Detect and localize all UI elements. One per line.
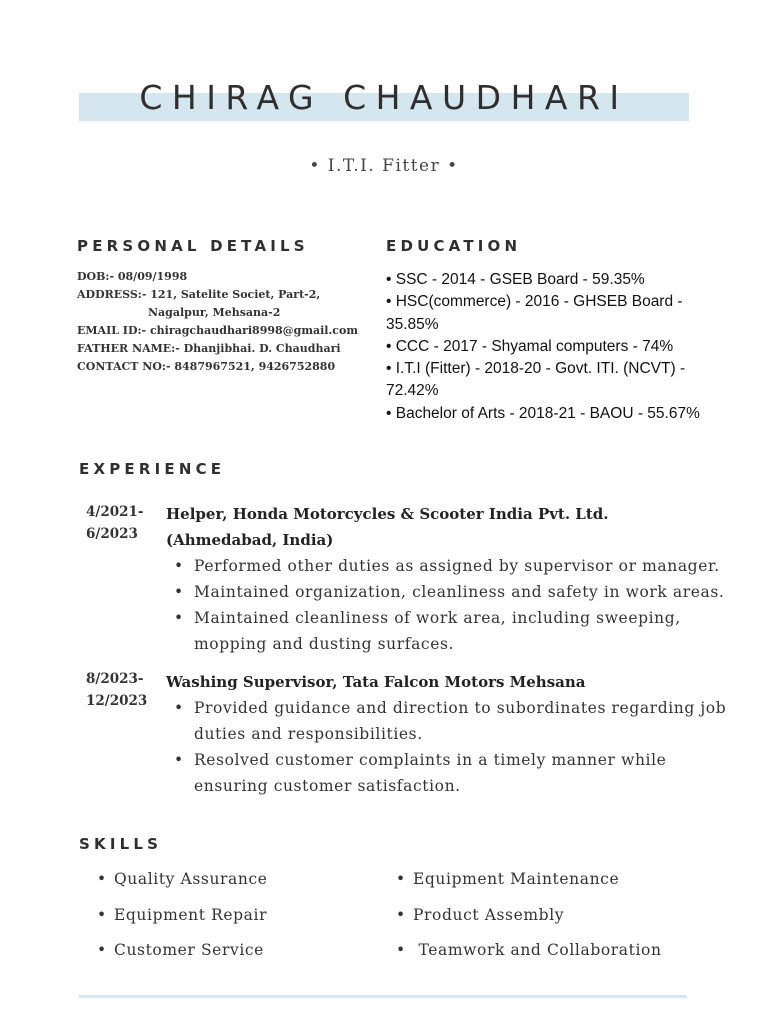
job-duties <box>166 695 746 799</box>
job-subtitle: • I.T.I. Fitter • <box>309 156 459 176</box>
skills-heading: SKILLS <box>79 835 163 853</box>
job-date-end: 12/2023 <box>86 693 148 709</box>
job-date-end: 6/2023 <box>86 526 138 542</box>
personal-details-heading: PERSONAL DETAILS <box>77 237 309 255</box>
contact-number: CONTACT NO:- 8487967521, 9426752880 <box>77 360 336 373</box>
list-item: • Maintained cleanliness of work area, including sweeping, mopping and dusting surfaces. <box>166 605 746 657</box>
education-item: • CCC - 2017 - Shyamal computers - 74% <box>386 337 674 355</box>
job-date-start: 8/2023- <box>86 671 144 687</box>
education-item: • SSC - 2014 - GSEB Board - 59.35% <box>386 271 645 288</box>
list-item: • Provided guidance and direction to subordinates regarding job duties and responsibilities. <box>166 695 746 747</box>
job-date <box>86 668 156 712</box>
email: EMAIL ID:- chiragchaudhari8998@gmail.com <box>77 324 358 337</box>
education-item: • Bachelor of Arts - 2018-21 - BAOU - 55.67% <box>386 404 700 422</box>
job-date-start: 4/2021- <box>86 504 144 520</box>
personal-details <box>77 268 377 376</box>
skill-item: • Equipment Maintenance <box>393 868 713 904</box>
address-line-1: ADDRESS:- 121, Satelite Societ, Part-2, <box>77 288 321 301</box>
job-duties <box>166 553 746 657</box>
father-name: FATHER NAME:- Dhanjibhai. D. Chaudhari <box>77 342 341 355</box>
skill-item: • Equipment Repair <box>94 904 364 940</box>
education-item: • I.T.I (Fitter) - 2018-20 - Govt. ITI. (NCVT) - 72.42% <box>386 360 686 400</box>
skill-item: • Teamwork and Collaboration <box>393 939 713 975</box>
candidate-name: CHIRAG CHAUDHARI <box>139 78 629 117</box>
education-list <box>386 269 726 425</box>
education-heading: EDUCATION <box>386 237 522 255</box>
skill-item: • Quality Assurance <box>94 868 364 904</box>
list-item: • Performed other duties as assigned by supervisor or manager. <box>166 553 746 579</box>
job-title: Helper, Honda Motorcycles & Scooter India Pvt. Ltd. (Ahmedabad, India) <box>166 505 609 549</box>
job-title: Washing Supervisor, Tata Falcon Motors Mehsana <box>166 673 586 691</box>
experience-heading: EXPERIENCE <box>79 460 226 478</box>
list-item: • Resolved customer complaints in a timely manner while ensuring customer satisfaction. <box>166 747 746 799</box>
skill-item: • Customer Service <box>94 939 364 975</box>
skills-left-list <box>94 868 364 975</box>
dob: DOB:- 08/09/1998 <box>77 270 188 283</box>
skill-item: • Product Assembly <box>393 904 713 940</box>
address-line-2: Nagalpur, Mehsana-2 <box>148 306 281 319</box>
job-date <box>86 501 156 545</box>
footer-divider <box>79 995 687 998</box>
skills-right-list <box>393 868 713 975</box>
education-item: • HSC(commerce) - 2016 - GHSEB Board - 35.85% <box>386 293 683 333</box>
list-item: • Maintained organization, cleanliness and safety in work areas. <box>166 579 746 605</box>
